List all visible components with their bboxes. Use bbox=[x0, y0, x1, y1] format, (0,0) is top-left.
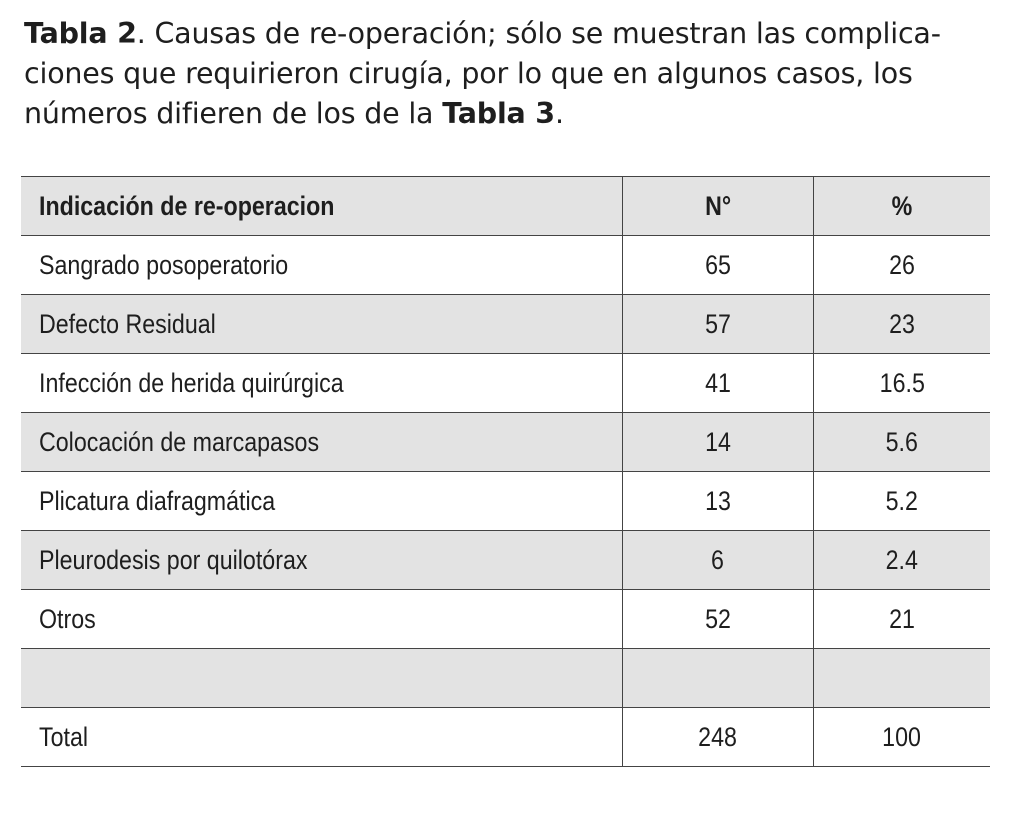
row-percent-cell: 100 bbox=[813, 708, 990, 767]
row-percent-cell: 21 bbox=[813, 590, 990, 649]
table-row bbox=[21, 295, 990, 354]
row-indication-cell: Sangrado posoperatorio bbox=[21, 236, 622, 295]
row-percent-cell bbox=[813, 649, 990, 708]
table-row bbox=[21, 531, 990, 590]
row-indication-cell: Infección de herida quirúrgica bbox=[21, 354, 622, 413]
row-count-cell bbox=[622, 649, 813, 708]
header-percent: % bbox=[813, 177, 990, 236]
caption-line-2: ciones que requirieron cirugía, por lo que en algunos casos, los bbox=[24, 57, 913, 90]
table-row bbox=[21, 413, 990, 472]
row-count-cell: 14 bbox=[622, 413, 813, 472]
row-percent-cell: 5.6 bbox=[813, 413, 990, 472]
table-caption bbox=[24, 14, 994, 134]
header-count: N° bbox=[622, 177, 813, 236]
row-indication-cell: Defecto Residual bbox=[21, 295, 622, 354]
row-count-cell: 6 bbox=[622, 531, 813, 590]
row-indication-cell: Otros bbox=[21, 590, 622, 649]
row-percent-cell: 16.5 bbox=[813, 354, 990, 413]
reoperation-table bbox=[21, 176, 990, 767]
row-count-cell: 13 bbox=[622, 472, 813, 531]
table-row bbox=[21, 472, 990, 531]
table-row bbox=[21, 708, 990, 767]
row-indication-cell: Pleurodesis por quilotórax bbox=[21, 531, 622, 590]
caption-text-1: . Causas de re-operación; sólo se muestran las complica- bbox=[136, 17, 941, 50]
table-row bbox=[21, 590, 990, 649]
row-indication-cell bbox=[21, 649, 622, 708]
caption-text-3: números difieren de los de la bbox=[24, 97, 443, 130]
row-indication-cell: Total bbox=[21, 708, 622, 767]
table-header-row bbox=[21, 177, 990, 236]
row-count-cell: 248 bbox=[622, 708, 813, 767]
row-percent-cell: 26 bbox=[813, 236, 990, 295]
row-count-cell: 65 bbox=[622, 236, 813, 295]
caption-line-3 bbox=[24, 94, 994, 134]
row-indication-cell: Plicatura diafragmática bbox=[21, 472, 622, 531]
header-indication: Indicación de re-operacion bbox=[21, 177, 622, 236]
row-count-cell: 57 bbox=[622, 295, 813, 354]
caption-table-3-ref: Tabla 3 bbox=[442, 97, 555, 130]
row-percent-cell: 5.2 bbox=[813, 472, 990, 531]
row-percent-cell: 23 bbox=[813, 295, 990, 354]
caption-line-1 bbox=[24, 14, 994, 54]
row-count-cell: 41 bbox=[622, 354, 813, 413]
table-body bbox=[21, 236, 990, 767]
row-percent-cell: 2.4 bbox=[813, 531, 990, 590]
caption-period: . bbox=[554, 97, 564, 130]
table-row bbox=[21, 236, 990, 295]
row-count-cell: 52 bbox=[622, 590, 813, 649]
caption-table-ref: Tabla 2 bbox=[24, 17, 137, 50]
table-row bbox=[21, 649, 990, 708]
row-indication-cell: Colocación de marcapasos bbox=[21, 413, 622, 472]
table-row bbox=[21, 354, 990, 413]
